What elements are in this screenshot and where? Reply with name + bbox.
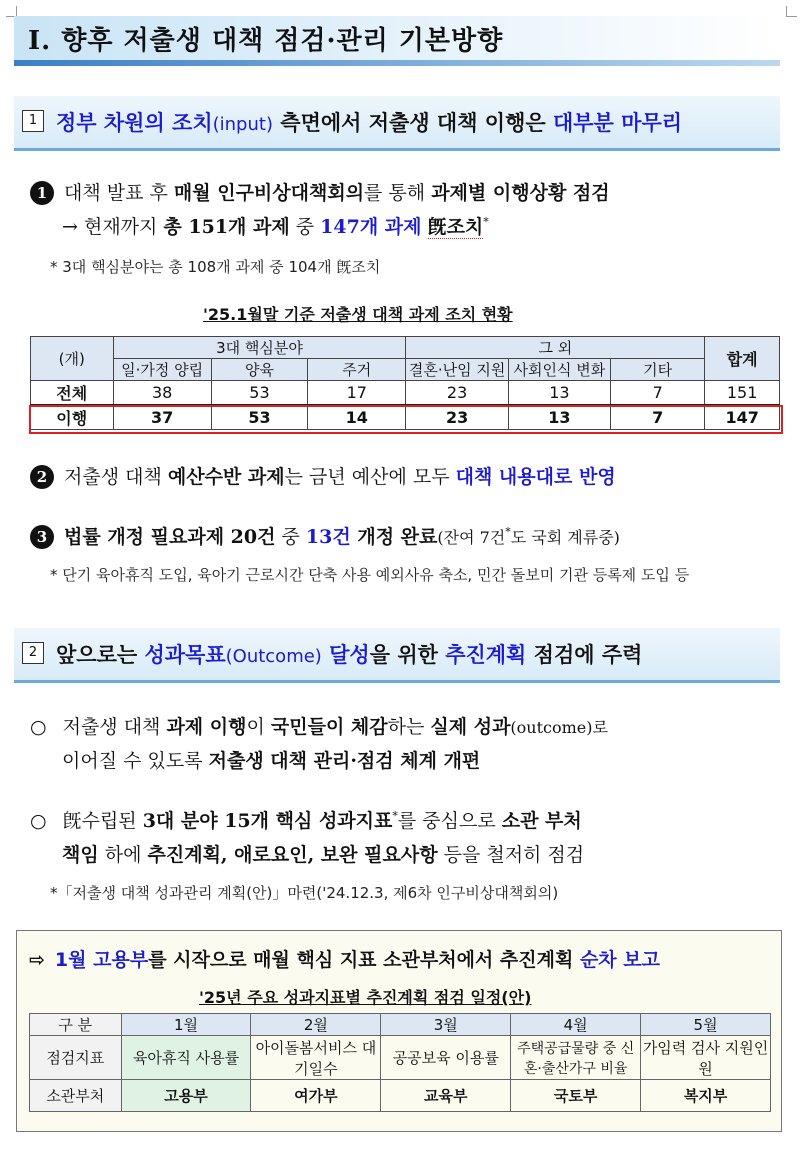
column-header: 1월 xyxy=(121,1014,251,1036)
item-text: 등을 철저히 점검 xyxy=(437,844,585,866)
row-label: 전체 xyxy=(31,381,114,406)
heading-tag: (Outcome) xyxy=(225,646,322,667)
table-row xyxy=(31,381,780,406)
heading-text: 측면에서 저출생 대책 이행은 xyxy=(272,111,553,135)
item-text: 이어질 수 있도록 xyxy=(62,750,209,772)
table-caption: '25.1월말 기준 저출생 대책 과제 조치 현황 xyxy=(203,305,513,324)
arrow-icon: ⇨ xyxy=(29,949,45,971)
table-cell: 37 xyxy=(113,405,211,430)
section-number-box: 1 xyxy=(22,110,44,132)
title-underline xyxy=(14,60,780,66)
schedule-headline xyxy=(29,945,660,972)
item-text: 이 xyxy=(246,716,271,738)
item-number-badge: 1 xyxy=(30,181,54,205)
page-title: Ⅰ. 향후 저출생 대책 점검·관리 기본방향 xyxy=(28,26,504,56)
bullet-mark: ○ xyxy=(30,810,47,832)
group-header: 3대 핵심분야 xyxy=(113,337,406,359)
item-emphasis: 예산수반 과제 xyxy=(167,466,285,488)
item-emphasis: 개정 완료 xyxy=(350,526,438,548)
item-text: 중 xyxy=(275,526,306,548)
unit-header: (개) xyxy=(31,337,114,381)
item-number-badge: 2 xyxy=(30,465,54,489)
table-row xyxy=(31,405,780,430)
item-emphasis: 법률 개정 필요과제 20건 xyxy=(64,526,276,548)
column-header: 3월 xyxy=(381,1014,511,1036)
table-cell: 38 xyxy=(113,381,211,406)
column-header: 4월 xyxy=(511,1014,641,1036)
item-3-note: * 단기 육아휴직 도입, 육아기 근로시간 단축 사용 예외사유 축소, 민간 돌보미 기관 등록제 도입 등 xyxy=(50,566,690,584)
table-cell: 주택공급물량 중 신혼·출산가구 비율 xyxy=(511,1036,641,1080)
item-emphasis: 실제 성과 xyxy=(430,716,511,738)
bullet-2-line-1 xyxy=(30,806,582,833)
total-header: 합계 xyxy=(705,337,780,381)
bullet-2-note: *「저출생 대책 성과관리 계획(안)」마련('24.12.3, 제6차 인구비상대책회의) xyxy=(50,884,559,902)
table-cell: 가임력 검사 지원인원 xyxy=(641,1036,771,1080)
item-text: 旣수립된 xyxy=(62,810,143,832)
item-emphasis: 책임 xyxy=(62,844,99,866)
schedule-box xyxy=(16,930,782,1132)
item-emphasis: 147개 과제 xyxy=(320,216,422,238)
table-cell: 147 xyxy=(705,405,780,430)
item-emphasis: 旣조치 xyxy=(427,216,484,238)
table-cell: 13 xyxy=(508,405,610,430)
bullet-2-line-2 xyxy=(62,840,584,867)
footnote-mark: * xyxy=(505,525,511,539)
item-text: 저출생 대책 xyxy=(62,716,167,738)
column-header: 5월 xyxy=(641,1014,771,1036)
heading-highlight: 정부 차원의 조치 xyxy=(56,111,213,135)
item-emphasis: 과제 이행 xyxy=(166,716,247,738)
heading-highlight: 대부분 마무리 xyxy=(552,111,683,135)
heading-text: 을 위한 xyxy=(369,643,446,667)
item-1-line-2 xyxy=(62,212,489,239)
item-emphasis: 과제별 이행상황 점검 xyxy=(431,182,610,204)
item-text: 중 xyxy=(289,216,321,238)
group-header: 그 외 xyxy=(406,337,705,359)
item-emphasis: 저출생 대책 관리·점검 체계 개편 xyxy=(208,750,481,772)
item-emphasis: 국민들이 체감 xyxy=(270,716,388,738)
table-cell: 13 xyxy=(508,381,610,406)
table-cell: 151 xyxy=(705,381,780,406)
column-header: 2월 xyxy=(251,1014,381,1036)
table-cell: 육아휴직 사용률 xyxy=(121,1036,251,1080)
column-header: 결혼·난임 지원 xyxy=(406,359,508,381)
table-cell: 53 xyxy=(211,405,307,430)
bullet-1-line-1 xyxy=(30,712,608,739)
headline-highlight: 순차 보고 xyxy=(579,949,660,971)
item-emphasis: 3대 분야 15개 핵심 성과지표 xyxy=(142,810,393,832)
item-2 xyxy=(30,462,616,489)
table-cell: 23 xyxy=(406,405,508,430)
headline-highlight: 1월 xyxy=(54,949,94,971)
heading-text: 점검에 주력 xyxy=(526,643,643,667)
section-heading-text xyxy=(56,639,642,669)
item-1-note: * 3대 핵심분야는 총 108개 과제 중 104개 旣조치 xyxy=(50,258,381,276)
section-heading-1 xyxy=(14,96,780,151)
section-heading-text xyxy=(56,107,682,137)
column-header: 주거 xyxy=(308,359,406,381)
schedule-caption: '25년 주요 성과지표별 추진계획 점검 일정(안) xyxy=(199,988,532,1007)
heading-highlight: 성과목표 xyxy=(144,643,226,667)
title-bar xyxy=(14,16,780,66)
item-text: (잔여 7건 xyxy=(437,528,506,547)
item-text: (outcome)로 xyxy=(510,718,608,737)
task-status-table xyxy=(30,336,780,430)
row-label: 이행 xyxy=(31,405,114,430)
item-emphasis: 총 151개 과제 xyxy=(163,216,290,238)
footnote-mark: * xyxy=(483,215,489,229)
bullet-1-line-2 xyxy=(62,746,480,773)
item-text: 는 금년 예산에 모두 xyxy=(284,466,456,488)
corner-mark xyxy=(786,6,797,17)
bullet-mark: ○ xyxy=(30,716,47,738)
heading-highlight: 추진계획 xyxy=(445,643,527,667)
item-text: 를 통해 xyxy=(364,182,432,204)
table-cell: 국토부 xyxy=(511,1080,641,1112)
headline-highlight: 고용부 xyxy=(93,949,149,971)
column-header: 양육 xyxy=(211,359,307,381)
item-text: 하에 xyxy=(98,844,148,866)
item-text: 를 중심으로 xyxy=(397,810,502,832)
table-cell: 아이돌봄서비스 대기일수 xyxy=(251,1036,381,1080)
table-cell: 여가부 xyxy=(251,1080,381,1112)
item-text: 저출생 대책 xyxy=(64,466,168,488)
row-label: 소관부처 xyxy=(30,1080,122,1112)
column-header: 구 분 xyxy=(30,1014,122,1036)
table-row xyxy=(30,1036,771,1080)
column-header: 사회인식 변화 xyxy=(508,359,610,381)
table-cell: 17 xyxy=(308,381,406,406)
table-cell: 공공보육 이용률 xyxy=(381,1036,511,1080)
item-text: 도 국회 계류중) xyxy=(510,528,620,547)
heading-tag: (input) xyxy=(212,114,273,135)
heading-text: 앞으로는 xyxy=(56,643,145,667)
row-label: 점검지표 xyxy=(30,1036,122,1080)
table-cell: 교육부 xyxy=(381,1080,511,1112)
table-cell: 고용부 xyxy=(121,1080,251,1112)
item-emphasis: 매월 인구비상대책회의 xyxy=(173,182,365,204)
column-header: 기타 xyxy=(611,359,705,381)
column-header: 일·가정 양립 xyxy=(113,359,211,381)
item-emphasis: 추진계획, 애로요인, 보완 필요사항 xyxy=(147,844,438,866)
table-cell: 14 xyxy=(308,405,406,430)
item-emphasis: 소관 부처 xyxy=(501,810,582,832)
item-number-badge: 3 xyxy=(30,525,54,549)
item-emphasis: 대책 내용대로 반영 xyxy=(455,466,616,488)
item-3 xyxy=(30,522,620,549)
schedule-table xyxy=(29,1013,771,1112)
item-emphasis: 13건 xyxy=(305,526,351,548)
table-cell: 53 xyxy=(211,381,307,406)
table-cell: 7 xyxy=(611,405,705,430)
table-row xyxy=(30,1080,771,1112)
section-number-box: 2 xyxy=(22,642,44,664)
item-text: → 현재까지 xyxy=(62,216,164,238)
table-cell: 복지부 xyxy=(641,1080,771,1112)
footnote-mark: * xyxy=(392,809,398,823)
item-1-line-1 xyxy=(30,178,610,205)
table-cell: 7 xyxy=(611,381,705,406)
table-cell: 23 xyxy=(406,381,508,406)
headline-text: 를 시작으로 매월 핵심 지표 소관부처에서 추진계획 xyxy=(148,949,580,971)
section-heading-2 xyxy=(14,628,780,683)
item-text: 대책 발표 후 xyxy=(64,182,174,204)
heading-highlight: 달성 xyxy=(321,643,370,667)
item-text: 하는 xyxy=(387,716,431,738)
